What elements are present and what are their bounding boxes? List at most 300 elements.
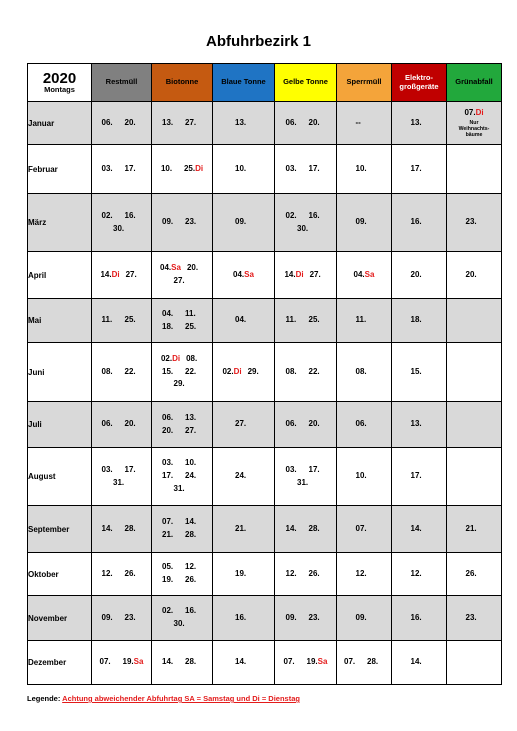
date-day: 11. <box>355 315 367 325</box>
date-cell <box>392 448 447 506</box>
date-cell <box>447 194 502 252</box>
collection-date <box>185 656 202 669</box>
date-cell <box>152 102 213 145</box>
collection-date <box>162 117 179 130</box>
collection-date <box>466 269 483 282</box>
date-list <box>92 269 151 282</box>
collection-date <box>297 477 314 490</box>
date-day: 06. <box>101 117 113 127</box>
date-day: 22. <box>308 366 320 376</box>
collection-date <box>356 612 373 625</box>
collection-date <box>286 314 303 327</box>
date-cell <box>337 252 392 299</box>
date-cell <box>392 506 447 553</box>
collection-date <box>356 117 373 130</box>
date-cell <box>152 596 213 641</box>
date-day: 07. <box>355 523 367 533</box>
collection-date <box>286 366 303 379</box>
table-row <box>28 553 502 596</box>
date-day: 16. <box>235 612 247 622</box>
collection-date <box>185 605 202 618</box>
date-list <box>92 117 151 130</box>
date-day: 16. <box>185 606 197 616</box>
date-day: 18. <box>410 315 422 325</box>
date-cell <box>275 596 337 641</box>
collection-date <box>367 656 384 669</box>
date-day: 03. <box>162 458 174 468</box>
date-list <box>92 366 151 379</box>
date-cell <box>447 402 502 448</box>
date-cell <box>337 343 392 402</box>
date-cell <box>392 402 447 448</box>
date-day: 02. <box>101 210 113 220</box>
date-day: 14. <box>410 523 422 533</box>
date-day: 20. <box>124 117 136 127</box>
collection-date <box>185 561 202 574</box>
date-day: 10. <box>235 163 247 173</box>
collection-date <box>233 269 254 282</box>
collection-date <box>411 314 428 327</box>
collection-date <box>185 321 202 334</box>
collection-date <box>466 216 483 229</box>
date-day: 28. <box>308 523 320 533</box>
date-cell <box>275 448 337 506</box>
date-list <box>392 269 446 282</box>
date-day: 24. <box>185 471 197 481</box>
collection-date <box>184 163 203 176</box>
date-day: 23. <box>308 612 320 622</box>
date-day: 06. <box>162 412 174 422</box>
date-day: 13. <box>162 117 174 127</box>
date-cell <box>152 194 213 252</box>
table-row <box>28 402 502 448</box>
date-day: 28. <box>124 523 136 533</box>
date-cell <box>447 506 502 553</box>
date-day: 09. <box>162 217 174 227</box>
collection-date <box>286 612 303 625</box>
column-header: Elektro- großgeräte <box>392 64 447 102</box>
collection-date <box>356 568 373 581</box>
table-row <box>28 252 502 299</box>
collection-date <box>162 321 179 334</box>
collection-date <box>235 418 252 431</box>
date-day: 03. <box>101 163 113 173</box>
collection-date <box>100 656 117 669</box>
table-row <box>28 641 502 685</box>
date-cell <box>152 448 213 506</box>
collection-date <box>125 366 142 379</box>
date-cell <box>275 102 337 145</box>
date-cell <box>152 641 213 685</box>
date-list <box>152 412 212 438</box>
column-header: Restmüll <box>92 64 152 102</box>
date-day: 17. <box>410 471 422 481</box>
header-row <box>28 64 502 102</box>
date-day: 06. <box>101 419 113 429</box>
date-cell <box>392 553 447 596</box>
date-list <box>392 470 446 483</box>
weekday-marker: Sa <box>317 657 328 667</box>
table-row <box>28 343 502 402</box>
date-cell <box>92 506 152 553</box>
date-list <box>275 163 336 176</box>
date-day: 07. <box>283 657 295 667</box>
date-day: 24. <box>235 471 247 481</box>
date-cell <box>213 102 275 145</box>
date-list <box>275 366 336 379</box>
date-day: 22. <box>124 366 136 376</box>
date-day: 07. <box>162 517 174 527</box>
date-list <box>337 418 391 431</box>
collection-date <box>123 656 144 669</box>
collection-date <box>284 269 303 282</box>
date-list <box>447 107 501 120</box>
date-list <box>337 568 391 581</box>
date-day: 14. <box>235 657 247 667</box>
date-list <box>392 656 446 669</box>
date-day: 12. <box>355 568 367 578</box>
date-cell <box>447 448 502 506</box>
date-day: 09. <box>355 217 367 227</box>
weekday-marker: Sa <box>364 269 375 279</box>
date-cell <box>392 194 447 252</box>
collection-date <box>125 314 142 327</box>
collection-date <box>102 523 119 536</box>
date-day: 09. <box>355 612 367 622</box>
month-label: Januar <box>28 102 92 145</box>
date-list <box>275 269 336 282</box>
collection-date <box>161 353 180 366</box>
date-day: 17. <box>308 163 320 173</box>
date-list <box>213 568 274 581</box>
date-day: 17. <box>162 471 174 481</box>
date-cell <box>152 145 213 194</box>
date-list <box>392 117 446 130</box>
date-cell <box>152 299 213 343</box>
collection-date <box>309 210 326 223</box>
date-day: 20. <box>162 425 174 435</box>
date-day: 02. <box>162 606 174 616</box>
date-list <box>92 568 151 581</box>
collection-date <box>464 107 483 120</box>
date-cell <box>213 402 275 448</box>
date-list <box>213 418 274 431</box>
date-day: 04. <box>353 269 365 279</box>
date-list <box>275 418 336 431</box>
date-day: 04. <box>162 308 174 318</box>
date-day: 02. <box>222 366 234 376</box>
date-day: 20. <box>410 269 422 279</box>
cell-note: Nur Weihnachts- bäume <box>458 119 490 138</box>
column-header: Grünabfall <box>447 64 502 102</box>
date-day: 16. <box>124 210 136 220</box>
collection-date <box>162 656 179 669</box>
date-cell <box>152 402 213 448</box>
date-day: 10. <box>355 163 367 173</box>
collection-date <box>235 612 252 625</box>
date-day: 20. <box>465 269 477 279</box>
date-day: 09. <box>235 217 247 227</box>
date-cell <box>392 145 447 194</box>
date-day: 12. <box>410 568 422 578</box>
weekday-marker: Sa <box>244 269 254 279</box>
date-list <box>337 366 391 379</box>
date-list <box>392 523 446 536</box>
date-day: 25. <box>124 315 136 325</box>
collection-date <box>174 618 191 631</box>
collection-date <box>125 163 142 176</box>
collection-date <box>174 275 191 288</box>
collection-date <box>356 314 373 327</box>
date-list <box>213 269 274 282</box>
collection-date <box>125 117 142 130</box>
collection-date <box>411 612 428 625</box>
date-cell <box>152 252 213 299</box>
weekday-marker: Di <box>295 269 304 279</box>
date-list <box>152 308 212 334</box>
collection-date <box>356 216 373 229</box>
collection-date <box>185 308 202 321</box>
date-day: 08. <box>186 353 198 363</box>
date-list <box>213 117 274 130</box>
date-cell <box>275 343 337 402</box>
date-cell <box>337 145 392 194</box>
month-label: März <box>28 194 92 252</box>
collection-date <box>185 516 202 529</box>
date-day: 14. <box>101 523 113 533</box>
date-cell <box>275 641 337 685</box>
date-day: 26. <box>124 568 136 578</box>
collection-date <box>102 612 119 625</box>
date-cell <box>275 402 337 448</box>
date-cell <box>92 402 152 448</box>
date-day: 31. <box>113 477 125 487</box>
collection-date <box>125 612 142 625</box>
date-list <box>275 117 336 130</box>
collection-date <box>162 412 179 425</box>
collection-date <box>354 269 375 282</box>
date-list <box>213 612 274 625</box>
date-list <box>275 656 336 669</box>
weekday-marker: Di <box>233 366 242 376</box>
table-row <box>28 596 502 641</box>
date-cell <box>92 194 152 252</box>
collection-date <box>284 656 301 669</box>
date-cell <box>275 145 337 194</box>
weekday-marker: Di <box>475 108 484 118</box>
date-cell <box>392 252 447 299</box>
collection-date <box>125 523 142 536</box>
collection-date <box>411 568 428 581</box>
date-day: 20. <box>308 117 320 127</box>
date-list <box>92 163 151 176</box>
date-cell <box>337 641 392 685</box>
collection-date <box>102 210 119 223</box>
collection-date <box>162 457 179 470</box>
date-list <box>213 314 274 327</box>
collection-date <box>411 470 428 483</box>
date-day: 17. <box>308 464 320 474</box>
table-row <box>28 448 502 506</box>
date-list <box>213 216 274 229</box>
collection-date <box>185 529 202 542</box>
collection-date <box>235 163 252 176</box>
collection-date <box>102 568 119 581</box>
date-cell <box>447 252 502 299</box>
date-day: 13. <box>235 117 247 127</box>
date-list <box>447 523 501 536</box>
date-list <box>337 523 391 536</box>
date-cell <box>392 596 447 641</box>
date-day: 05. <box>162 562 174 572</box>
collection-date <box>286 163 303 176</box>
date-cell <box>152 553 213 596</box>
date-cell <box>392 299 447 343</box>
date-list <box>92 418 151 431</box>
date-cell <box>337 194 392 252</box>
table-row <box>28 299 502 343</box>
collection-date <box>235 216 252 229</box>
collection-date <box>222 366 241 379</box>
date-day: 14. <box>162 657 174 667</box>
weekday-marker: Sa <box>171 263 181 273</box>
legend-text: Achtung abweichender Abfuhrtag SA = Samstag und Di = Dienstag <box>62 694 300 703</box>
date-day: 17. <box>410 163 422 173</box>
table-row <box>28 506 502 553</box>
collection-date <box>286 210 303 223</box>
date-day: 28. <box>367 657 379 667</box>
collection-date <box>185 574 202 587</box>
weekday-marker: Di <box>195 163 204 173</box>
date-list <box>92 612 151 625</box>
date-day: 11. <box>185 308 196 318</box>
date-day: 16. <box>410 612 422 622</box>
date-day: 15. <box>410 366 422 376</box>
collection-date <box>235 117 252 130</box>
collection-date <box>162 574 179 587</box>
date-day: 03. <box>285 163 297 173</box>
date-cell <box>213 299 275 343</box>
date-list <box>392 612 446 625</box>
collection-date <box>162 516 179 529</box>
year-header <box>28 64 92 102</box>
date-cell <box>447 145 502 194</box>
month-label: September <box>28 506 92 553</box>
date-list <box>92 210 151 236</box>
year-label: 2020 <box>42 69 77 87</box>
date-day: 26. <box>308 568 320 578</box>
collection-date <box>102 163 119 176</box>
date-day: 10. <box>185 458 197 468</box>
collection-date <box>411 216 428 229</box>
date-cell <box>275 299 337 343</box>
date-day: 14. <box>100 269 112 279</box>
collection-date <box>286 568 303 581</box>
date-day: 04. <box>233 269 245 279</box>
collection-date <box>113 477 130 490</box>
collection-date <box>286 117 303 130</box>
collection-date <box>286 523 303 536</box>
date-list <box>92 523 151 536</box>
date-list <box>213 163 274 176</box>
date-day: 11. <box>101 315 113 325</box>
date-cell <box>213 194 275 252</box>
date-cell <box>337 553 392 596</box>
date-day: 17. <box>124 464 136 474</box>
collection-date <box>162 216 179 229</box>
date-day: 04. <box>235 315 247 325</box>
date-day: 12. <box>101 568 113 578</box>
date-day: 17. <box>124 163 136 173</box>
collection-date <box>185 117 202 130</box>
date-day: 27. <box>309 269 321 279</box>
date-day: 16. <box>308 210 320 220</box>
date-day: 02. <box>160 353 173 363</box>
date-list <box>275 210 336 236</box>
column-header: Blaue Tonne <box>213 64 275 102</box>
collection-date <box>235 523 252 536</box>
date-day: 18. <box>162 321 174 331</box>
date-day: 08. <box>355 366 367 376</box>
date-list <box>337 656 391 669</box>
date-day: -- <box>355 117 361 127</box>
date-cell <box>213 145 275 194</box>
date-day: 30. <box>297 223 309 233</box>
date-list <box>152 262 212 288</box>
date-day: 31. <box>173 483 185 493</box>
date-day: 02. <box>285 210 297 220</box>
date-day: 14. <box>285 523 297 533</box>
table-row <box>28 102 502 145</box>
collection-date <box>185 366 202 379</box>
collection-date <box>162 605 179 618</box>
date-day: 13. <box>410 419 422 429</box>
date-list <box>152 561 212 587</box>
date-day: 23. <box>465 612 477 622</box>
date-day: 13. <box>410 117 422 127</box>
date-cell <box>275 506 337 553</box>
date-day: 14. <box>410 657 422 667</box>
collection-date <box>162 529 179 542</box>
date-list <box>392 216 446 229</box>
date-day: 07. <box>344 657 356 667</box>
date-cell <box>447 299 502 343</box>
collection-date <box>356 418 373 431</box>
page-title: Abfuhrbezirk 1 <box>205 33 311 50</box>
collection-date <box>344 656 361 669</box>
collection-date <box>162 470 179 483</box>
date-day: 20. <box>124 419 136 429</box>
date-day: 11. <box>285 315 297 325</box>
date-cell <box>92 299 152 343</box>
date-list <box>447 612 501 625</box>
date-day: 14. <box>185 517 197 527</box>
column-header: Sperrmüll <box>337 64 392 102</box>
date-list <box>275 464 336 490</box>
collection-date <box>185 412 202 425</box>
collection-date <box>356 366 373 379</box>
date-day: 03. <box>101 464 113 474</box>
date-cell <box>92 145 152 194</box>
month-label: Dezember <box>28 641 92 685</box>
date-cell <box>337 596 392 641</box>
date-day: 06. <box>285 419 297 429</box>
date-day: 25. <box>185 321 197 331</box>
date-day: 28. <box>185 530 197 539</box>
date-cell <box>337 102 392 145</box>
collection-date <box>162 425 179 438</box>
date-day: 10. <box>160 163 173 173</box>
